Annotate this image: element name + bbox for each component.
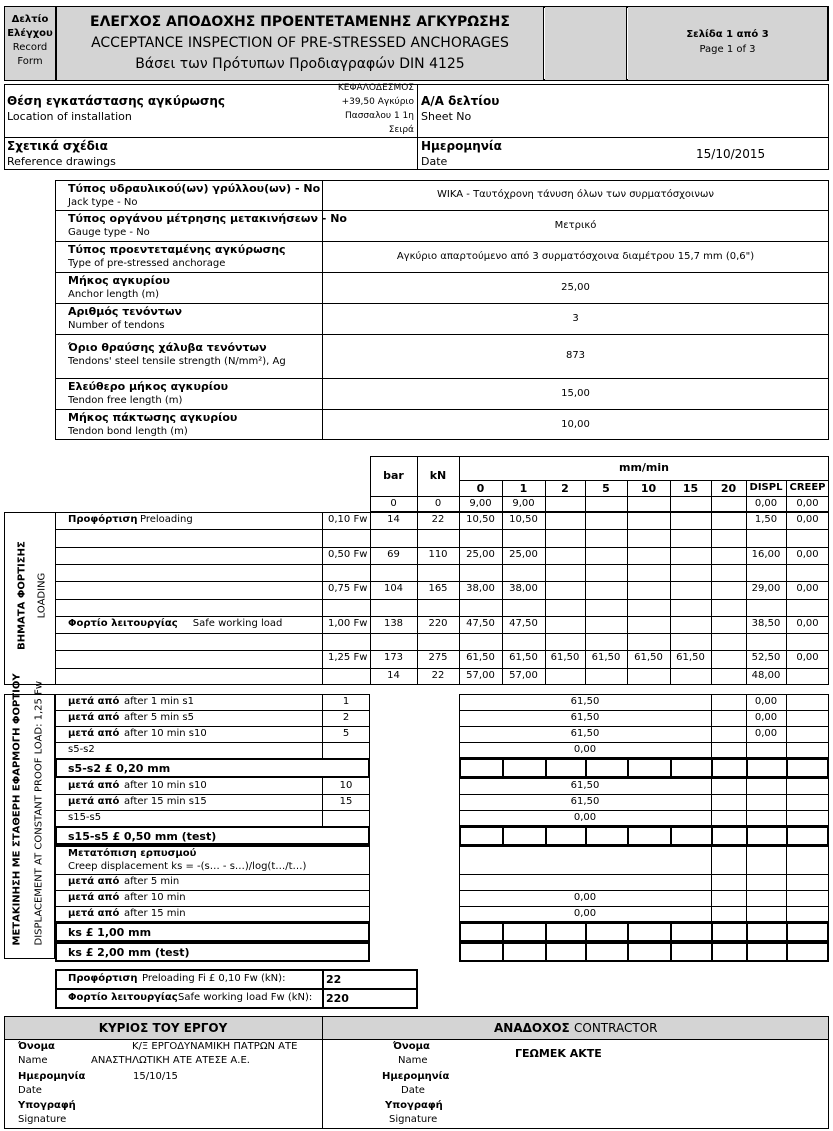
location-value: +39,50 Αγκύριο <box>341 97 414 107</box>
rule-line <box>459 890 829 891</box>
spec-label-en: Anchor length (m) <box>68 289 160 300</box>
rule-line <box>670 922 672 942</box>
rule-line <box>545 496 546 512</box>
reading-number: 15 <box>339 796 353 807</box>
displacement-value: 61,50 <box>570 712 600 723</box>
after-label: μετά από <box>68 908 120 919</box>
rule-line <box>786 942 788 962</box>
load-cell: 22 <box>431 669 445 681</box>
swl-value: 220 <box>326 992 349 1005</box>
row0-cell: 0 <box>434 498 442 509</box>
owner-date-label-en: Date <box>18 1085 42 1096</box>
rule-line <box>711 846 712 922</box>
col-header-time: 10 <box>640 482 657 495</box>
rule-line <box>627 922 629 942</box>
displacement-value: 0,00 <box>573 744 597 755</box>
load-fraction: 0,50 Fw <box>328 548 368 560</box>
after-label: μετά από <box>68 780 120 791</box>
page-number-greek: Σελίδα 1 από 3 <box>686 29 769 40</box>
load-cell: 61,50 <box>550 652 580 664</box>
load-cell: 0,00 <box>796 548 819 560</box>
rule-line <box>502 942 504 962</box>
load-cell: 110 <box>428 548 448 560</box>
row0-cell: 0,00 <box>796 498 819 509</box>
page-number-english: Page 1 of 3 <box>699 44 756 55</box>
location-value: ΚΕΦΑΛΟΔΕΣΜΟΣ <box>337 83 414 93</box>
displacement-value: 0,00 <box>573 812 597 823</box>
rule-line <box>55 241 829 242</box>
date-value: 15/10/2015 <box>696 147 766 161</box>
after-label-en: after 10 min s10 <box>124 780 207 791</box>
rule-line <box>322 1016 323 1129</box>
after-label-en: after 15 min s15 <box>124 796 207 807</box>
rule-line <box>711 942 713 962</box>
spec-label-en: Tendons' steel tensile strength (N/mm²), Ag <box>68 356 286 367</box>
load-cell: 14 <box>387 669 400 681</box>
load-cell: 61,50 <box>634 652 663 664</box>
owner-name-label: Όνομα <box>18 1041 55 1052</box>
load-cell: 52,50 <box>751 652 781 664</box>
col-header-creep: CREEP <box>789 482 826 493</box>
after-label: μετά από <box>68 696 120 707</box>
ks-criterion-2: ks £ 2,00 mm (test) <box>68 946 190 959</box>
rule-line <box>786 758 788 778</box>
criterion-grid <box>459 922 829 942</box>
rule-line <box>670 758 672 778</box>
rule-line <box>459 794 829 795</box>
load-fraction: 0,75 Fw <box>328 583 368 595</box>
load-cell: 47,50 <box>509 617 538 629</box>
spec-label: Τύπος υδραυλικού(ων) γρύλλου(ων) - Νο <box>68 182 321 195</box>
spec-label: Τύπος προεντεταμένης αγκύρωσης <box>68 243 286 256</box>
load-cell: 16,00 <box>751 548 781 560</box>
load-cell: 10,50 <box>466 514 495 525</box>
load-cell: 69 <box>387 548 400 560</box>
rule-line <box>55 710 370 711</box>
rule-line <box>711 826 713 846</box>
rule-line <box>786 826 788 846</box>
load-cell: 61,50 <box>591 652 621 664</box>
spec-value: 15,00 <box>561 387 590 399</box>
rule-line <box>786 922 788 942</box>
rule-line <box>545 922 547 942</box>
spec-label-en: Number of tendons <box>68 320 165 331</box>
row0-cell: 9,00 <box>512 498 535 509</box>
after-label: μετά από <box>68 712 120 723</box>
creep-title: Μετατόπιση ερπυσμού <box>68 848 197 859</box>
rule-line <box>711 778 712 826</box>
rule-line <box>670 942 672 962</box>
load-cell: 173 <box>383 652 404 664</box>
rule-line <box>4 1039 829 1040</box>
rule-line <box>627 758 629 778</box>
title-english: ACCEPTANCE INSPECTION OF PRE-STRESSED ANCHORAGES <box>91 35 509 51</box>
rule-line <box>55 633 829 634</box>
form-label: Form <box>17 56 43 67</box>
spec-label-en: Tendon free length (m) <box>68 395 183 406</box>
rule-line <box>55 581 829 582</box>
load-fraction: 1,25 Fw <box>328 652 368 664</box>
rule-line <box>55 616 829 617</box>
criterion-grid <box>459 758 829 778</box>
after-label-en: s15-s5 <box>68 812 102 823</box>
load-fraction: 0,10 Fw <box>328 514 368 525</box>
rule-line <box>786 778 787 826</box>
rule-line <box>55 810 370 811</box>
col-header-time: 2 <box>561 482 569 495</box>
rule-line <box>786 846 787 922</box>
criterion-grid <box>459 942 829 962</box>
reading-number: 2 <box>342 712 350 723</box>
contractor-date-label-en: Date <box>401 1085 425 1096</box>
after-label-en: after 5 min s5 <box>124 712 194 723</box>
spec-label: Μήκος αγκυρίου <box>68 274 170 287</box>
rule-line <box>585 942 587 962</box>
load-cell: 47,50 <box>466 617 495 629</box>
load-cell: 10,50 <box>509 514 538 525</box>
criterion-label: s5-s2 £ 0,20 mm <box>68 762 171 775</box>
load-cell: 0,00 <box>796 583 819 595</box>
rule-line <box>459 874 829 875</box>
rule-line <box>459 726 829 727</box>
location-value: Πασσαλου 1 1η <box>345 111 414 121</box>
load-cell: 25,00 <box>509 548 538 560</box>
col-header-displ: DISPL <box>749 482 783 493</box>
displacement-value: 61,50 <box>570 728 600 739</box>
after-label: μετά από <box>68 728 120 739</box>
after-label: μετά από <box>68 796 120 807</box>
rule-line <box>459 906 829 907</box>
load-cell: 38,00 <box>466 583 495 595</box>
rule-line <box>55 599 829 600</box>
after-label-en: s5-s2 <box>68 744 95 755</box>
displ-value: 0,00 <box>754 728 778 739</box>
owner-signature-label: Υπογραφή <box>18 1100 76 1111</box>
displ-value: 0,00 <box>754 696 778 707</box>
load-cell: 104 <box>383 583 404 595</box>
loading-side-label-en: LOADING <box>36 572 48 619</box>
contractor-signature-label-en: Signature <box>389 1114 438 1125</box>
load-cell: 48,00 <box>751 669 781 681</box>
form-label: Δελτίο <box>11 14 49 25</box>
load-cell: 14 <box>387 514 400 525</box>
rule-line <box>502 758 504 778</box>
rule-line <box>670 826 672 846</box>
rule-line <box>459 742 829 743</box>
location-value: Σειρά <box>388 125 414 135</box>
col-header-mm-min: mm/min <box>618 461 669 474</box>
form-label: Ελέγχου <box>7 28 53 39</box>
rule-line <box>502 922 504 942</box>
col-header-time: 0 <box>476 482 485 495</box>
load-cell: 61,50 <box>676 652 705 664</box>
creep-formula: Creep displacement ks = -(s… - s…)/log(t…/t…) <box>68 861 307 872</box>
spec-label: Τύπος οργάνου μέτρησης μετακινήσεων - Νο <box>68 212 347 225</box>
rule-line <box>746 778 747 826</box>
after-label: μετά από <box>68 892 120 903</box>
spec-label: Όριο θραύσης χάλυβα τενόντων <box>68 341 267 354</box>
spec-value: Μετρικό <box>554 219 597 231</box>
rule-line <box>55 303 829 304</box>
title-standard: Βάσει των Πρότυπων Προδιαγραφών DIN 4125 <box>135 56 465 72</box>
rule-line <box>545 942 547 962</box>
form-label: Record <box>12 42 48 53</box>
displacement-value: 61,50 <box>570 796 600 807</box>
load-cell: 61,50 <box>509 652 538 664</box>
preload-value: 22 <box>326 973 342 986</box>
rule-line <box>711 694 712 758</box>
col-header-kn: kN <box>429 469 447 482</box>
after-label-en: after 15 min <box>124 908 186 919</box>
load-cell: 57,00 <box>509 669 538 681</box>
rule-line <box>627 942 629 962</box>
row0-cell: 0 <box>390 498 397 509</box>
load-cell: 38,50 <box>751 617 781 629</box>
rule-line <box>711 758 713 778</box>
reading-number: 5 <box>342 728 350 739</box>
rule-line <box>55 210 829 211</box>
owner-date-label: Ημερομηνία <box>18 1071 86 1082</box>
contractor-signature-label: Υπογραφή <box>385 1100 443 1111</box>
load-step-label: Φορτίο λειτουργίας <box>68 617 178 629</box>
rule-line <box>55 874 370 875</box>
after-label: μετά από <box>68 876 120 887</box>
row0-cell: 0,00 <box>754 498 778 509</box>
rule-line <box>502 826 504 846</box>
load-step-label: Προφόρτιση <box>68 514 138 525</box>
spec-value: 25,00 <box>561 281 590 293</box>
rule-line <box>55 334 829 335</box>
rule-line <box>55 378 829 379</box>
after-label-en: after 1 min s1 <box>124 696 194 707</box>
col-header-bar: bar <box>383 469 404 482</box>
load-cell: 38,00 <box>509 583 538 595</box>
after-label-en: after 10 min <box>124 892 186 903</box>
owner-name-1: Κ/Ξ ΕΡΓΟΔΥΝΑΜΙΚΗ ΠΑΤΡΩΝ ΑΤΕ <box>132 1041 298 1052</box>
rule-line <box>417 84 418 170</box>
rule-line <box>746 942 748 962</box>
rule-line <box>55 726 370 727</box>
after-label-en: after 10 min s10 <box>124 728 207 739</box>
rule-line <box>746 826 748 846</box>
displacement-side-label-en: DISPLACEMENT AT CONSTANT PROOF LOAD: 1,25 Fw <box>33 680 45 946</box>
load-cell: 22 <box>431 514 445 525</box>
load-cell: 0,00 <box>796 617 819 629</box>
drawings-label: Σχετικά σχέδια <box>7 139 108 153</box>
displ-value: 0,00 <box>754 712 778 723</box>
load-cell: 0,00 <box>796 652 819 664</box>
rule-line <box>746 922 748 942</box>
col-header-time: 5 <box>602 482 610 495</box>
load-cell: 1,50 <box>754 514 778 525</box>
spec-value: 873 <box>565 350 586 361</box>
rule-line <box>55 668 829 669</box>
reading-number: 10 <box>339 780 353 791</box>
spec-label: Μήκος πάκτωσης αγκυρίου <box>68 411 238 424</box>
rule-line <box>55 906 370 907</box>
load-cell: 57,00 <box>466 669 495 681</box>
spec-label: Ελεύθερο μήκος αγκυρίου <box>68 380 229 393</box>
rule-line <box>585 826 587 846</box>
creep-value: 0,00 <box>573 892 597 903</box>
location-label-en: Location of installation <box>7 110 132 123</box>
ks-criterion-1: ks £ 1,00 mm <box>68 926 152 939</box>
rule-line <box>55 742 370 743</box>
spec-label-en: Tendon bond length (m) <box>68 426 188 437</box>
rule-line <box>55 529 829 530</box>
date-label: Ημερομηνία <box>421 139 502 153</box>
after-label-en: after 5 min <box>124 876 180 887</box>
rule-line <box>459 810 829 811</box>
sheet-label: Α/Α δελτίου <box>421 94 500 108</box>
creep-value: 0,00 <box>573 908 597 919</box>
load-cell: 29,00 <box>751 583 781 595</box>
contractor-name-label-en: Name <box>398 1055 428 1066</box>
spec-value: 3 <box>572 312 579 324</box>
owner-name-2: ΑΝΑΣΤΗΛΩΤΙΚΗ ΑΤΕ ΑΤΕΣΕ Α.Ε. <box>91 1055 250 1066</box>
contractor-name: ΓΕΩΜΕΚ ΑΚΤΕ <box>515 1047 602 1060</box>
load-step-label-en: Safe working load <box>192 617 283 629</box>
rule-line <box>585 496 586 512</box>
sheet-label-en: Sheet No <box>421 110 472 123</box>
load-cell: 275 <box>428 652 448 664</box>
criterion-label: s15-s5 £ 0,50 mm (test) <box>68 830 217 843</box>
load-fraction: 1,00 Fw <box>328 617 368 629</box>
displacement-value: 61,50 <box>570 696 600 707</box>
rule-line <box>543 7 544 80</box>
rule-line <box>55 547 829 548</box>
contractor-name-label: Όνομα <box>393 1041 430 1052</box>
loading-side-label: ΒΗΜΑΤΑ ΦΟΡΤΙΣΗΣ <box>16 541 28 650</box>
contractor-date-label: Ημερομηνία <box>382 1071 450 1082</box>
rule-line <box>322 969 324 1009</box>
spec-value: Αγκύριο απαρτούμενο από 3 συρματόσχοινα διαμέτρου 15,7 mm (0,6") <box>396 250 755 262</box>
rule-line <box>786 694 787 758</box>
rule-line <box>55 890 370 891</box>
rule-line <box>585 922 587 942</box>
reading-number: 1 <box>342 696 350 707</box>
rule-line <box>711 922 713 942</box>
load-cell: 165 <box>428 583 448 595</box>
spec-label-en: Gauge type - No <box>68 227 150 238</box>
rule-line <box>459 710 829 711</box>
date-label-en: Date <box>421 155 448 168</box>
load-step-label-en: Preloading <box>140 514 193 525</box>
title-greek: ΕΛΕΓΧΟΣ ΑΠΟΔΟΧΗΣ ΠΡΟΕΝΤΕΤΑΜΕΝΗΣ ΑΓΚΥΡΩΣΗΣ <box>90 14 510 30</box>
displacement-side-label: ΜΕΤΑΚΙΝΗΣΗ ΜΕ ΣΤΑΘΕΡΗ ΕΦΑΡΜΟΓΗ ΦΟΡΤΙΟΥ <box>11 673 23 946</box>
contractor-title: ΑΝΑΔΟΧΟΣ <box>494 1021 570 1035</box>
rule-line <box>585 758 587 778</box>
spec-label: Αριθμός τενόντων <box>68 305 182 318</box>
spec-value: WIKA - Ταυτόχρονη τάνυση όλων των συρματόσχοινων <box>437 189 714 200</box>
contractor-title-en: CONTRACTOR <box>574 1021 658 1035</box>
rule-line <box>55 409 829 410</box>
owner-name-label-en: Name <box>18 1055 48 1066</box>
load-cell: 61,50 <box>466 652 495 664</box>
blank-cell <box>545 7 626 80</box>
rule-line <box>545 758 547 778</box>
load-cell: 220 <box>428 617 448 629</box>
rule-line <box>670 496 671 512</box>
row0-cell: 9,00 <box>469 498 492 509</box>
rule-line <box>55 650 829 651</box>
spec-label-en: Type of pre-stressed anchorage <box>68 258 226 269</box>
owner-date: 15/10/15 <box>133 1071 178 1082</box>
load-cell: 0,00 <box>796 514 819 525</box>
owner-title: ΚΥΡΙΟΣ ΤΟΥ ΕΡΓΟΥ <box>98 1021 228 1035</box>
rule-line <box>55 794 370 795</box>
rule-line <box>627 826 629 846</box>
owner-signature-label-en: Signature <box>18 1114 67 1125</box>
spec-value: 10,00 <box>561 418 590 430</box>
displacement-value: 61,50 <box>570 780 600 791</box>
criterion-grid <box>459 826 829 846</box>
load-cell: 138 <box>383 617 404 629</box>
drawings-label-en: Reference drawings <box>7 155 116 168</box>
rule-line <box>711 496 712 512</box>
swl-label: Φορτίο λειτουργίας <box>68 992 178 1003</box>
rule-line <box>55 564 829 565</box>
location-label: Θέση εγκατάστασης αγκύρωσης <box>7 94 225 108</box>
rule-line <box>545 826 547 846</box>
preload-label: Προφόρτιση <box>68 973 138 984</box>
load-cell: 25,00 <box>466 548 495 560</box>
preload-label-en: Preloading Fi £ 0,10 Fw (kN): <box>142 973 286 984</box>
rule-line <box>746 758 748 778</box>
col-header-time: 15 <box>682 482 699 495</box>
rule-line <box>626 7 627 80</box>
rule-line <box>55 272 829 273</box>
rule-line <box>55 988 418 990</box>
rule-line <box>459 480 829 481</box>
col-header-time: 1 <box>519 482 528 495</box>
rule-line <box>746 846 747 922</box>
col-header-time: 20 <box>720 482 737 495</box>
swl-label-en: Safe working load Fw (kN): <box>178 992 313 1003</box>
rule-line <box>627 496 628 512</box>
spec-label-en: Jack type - No <box>68 197 138 208</box>
